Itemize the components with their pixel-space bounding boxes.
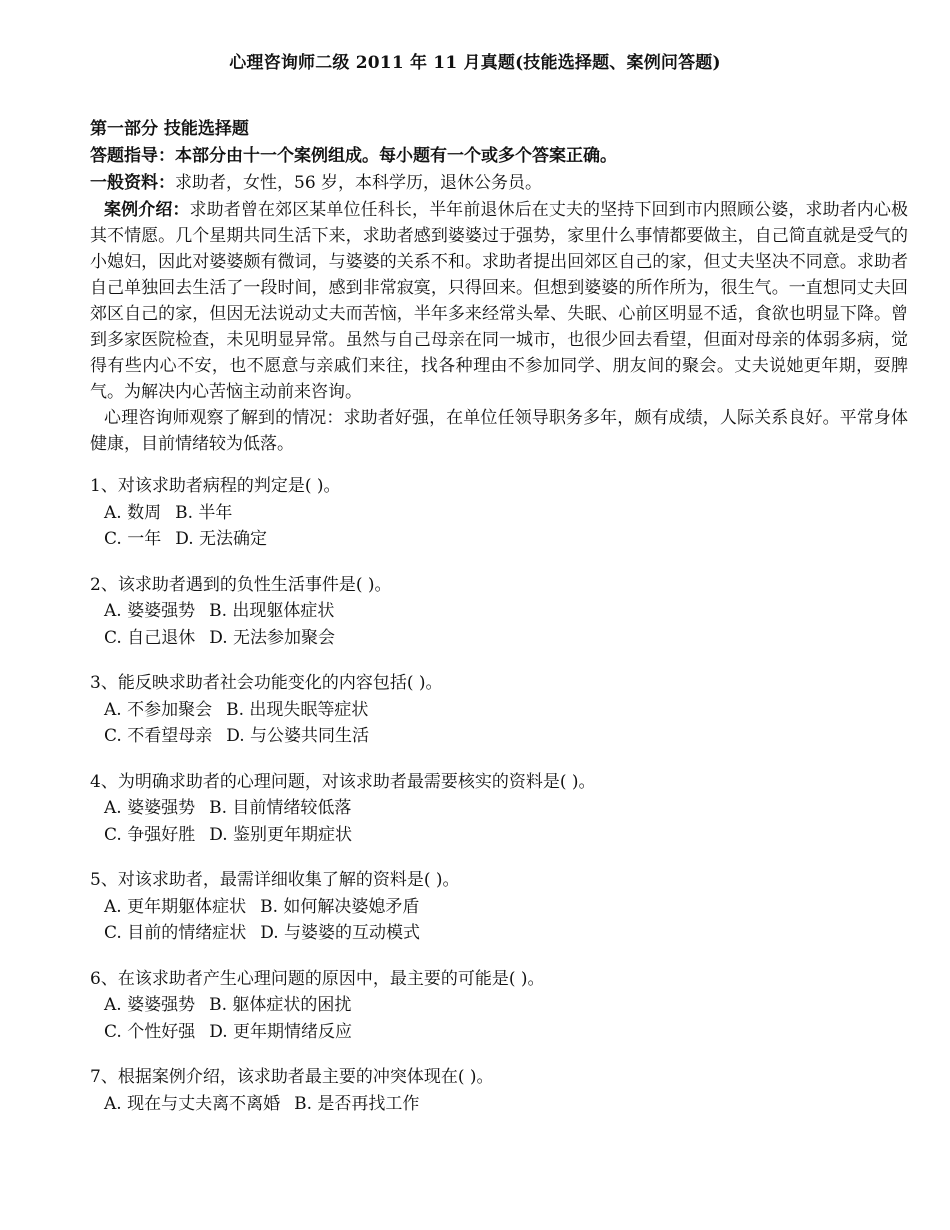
option-row [90, 500, 908, 527]
answer-option: C. 个性好强 [104, 1021, 196, 1042]
answer-option: B. 目前情绪较低落 [209, 798, 352, 818]
question-item [90, 473, 908, 553]
section-heading: 第一部分 技能选择题 [90, 119, 249, 139]
option-row [90, 795, 908, 822]
option-row [90, 894, 908, 921]
answer-option: D. 与婆婆的互动模式 [260, 923, 421, 943]
option-row [90, 598, 908, 625]
instruction-label: 答题指导： [90, 146, 175, 166]
case-introduction [90, 197, 908, 405]
question-item [90, 867, 908, 947]
question-item [90, 670, 908, 750]
question-item [90, 1064, 908, 1117]
document-title: 心理咨询师二级 2011 年 11 月真题(技能选择题、案例问答题) [229, 53, 721, 73]
option-row [90, 1091, 908, 1118]
answer-option: A. 不参加聚会 [104, 699, 213, 720]
question-stem: 6、在该求助者产生心理问题的原因中，最主要的可能是( )。 [90, 968, 545, 989]
answer-option: A. 数周 [104, 502, 162, 523]
case-label: 案例介绍： [104, 200, 190, 220]
option-row [90, 526, 908, 553]
question-stem: 7、根据案例介绍，该求助者最主要的冲突体现在( )。 [90, 1067, 494, 1087]
option-row [90, 992, 908, 1019]
option-row [90, 697, 908, 724]
answer-option: D. 无法确定 [175, 529, 268, 549]
answer-option: C. 一年 [104, 529, 162, 549]
general-info-text: 求助者，女性，56 岁，本科学历，退休公务员。 [175, 173, 543, 193]
general-info-label: 一般资料： [90, 173, 175, 193]
answer-option: B. 如何解决婆媳矛盾 [260, 896, 420, 917]
question-stem: 1、对该求助者病程的判定是( )。 [90, 476, 341, 496]
counselor-observation: 心理咨询师观察了解到的情况：求助者好强，在单位任领导职务多年，颇有成绩，人际关系良好。平常身体健康，目前情绪较为低落。 [90, 408, 908, 454]
answer-option: B. 半年 [175, 502, 233, 523]
answer-option: A. 更年期躯体症状 [104, 896, 247, 917]
answer-option: D. 与公婆共同生活 [226, 726, 370, 746]
answer-option: C. 不看望母亲 [104, 726, 213, 746]
instruction-text: 本部分由十一个案例组成。每小题有一个或多个答案正确。 [175, 146, 617, 166]
option-row [90, 1019, 908, 1046]
answer-option: C. 自己退休 [104, 627, 196, 648]
question-item [90, 966, 908, 1046]
option-row [90, 920, 908, 947]
answer-option: B. 出现失眠等症状 [226, 699, 369, 720]
answer-option: A. 婆婆强势 [104, 995, 196, 1015]
answer-option: A. 现在与丈夫离不离婚 [104, 1093, 281, 1114]
question-stem: 5、对该求助者，最需详细收集了解的资料是( )。 [90, 870, 460, 890]
answer-option: D. 无法参加聚会 [209, 627, 336, 648]
answer-option: D. 更年期情绪反应 [209, 1021, 353, 1042]
answer-option: A. 婆婆强势 [104, 601, 196, 621]
option-row [90, 723, 908, 750]
answer-option: C. 争强好胜 [104, 824, 196, 845]
question-stem: 2、该求助者遇到的负性生活事件是( )。 [90, 574, 392, 595]
answer-option: C. 目前的情绪症状 [104, 923, 247, 943]
answer-option: D. 鉴别更年期症状 [209, 824, 353, 845]
answer-option: B. 出现躯体症状 [209, 601, 335, 621]
question-item [90, 769, 908, 849]
question-list [90, 473, 908, 1117]
answer-option: A. 婆婆强势 [104, 798, 196, 818]
option-row [90, 822, 908, 849]
question-item [90, 572, 908, 652]
answer-option: B. 是否再找工作 [294, 1093, 420, 1114]
option-row [90, 625, 908, 652]
answer-option: B. 躯体症状的困扰 [209, 995, 352, 1015]
general-info-line [90, 170, 908, 197]
case-text: 求助者曾在郊区某单位任科长，半年前退休后在丈夫的坚持下回到市内照顾公婆，求助者内心极其不情愿。几个星期共同生活下来，求助者感到婆婆过于强势，家里什么事情都要做主，自己简直就是受气的小媳妇，因此对婆婆颇有微词，与婆婆的关系不和。求助者提出回郊区自己的家，但丈夫坚决不同意。求助者自己单独回去生活了一段时间，感到非常寂寞，只得回来。但想到婆婆的所作所为，很生气。一直想同丈夫回郊区自己的家，但因无法说动丈夫而苦恼，半年多来经常头晕、失眠、心前区明显不适，食欲也明显下降。曾到多家医院检查，未见明显异常。虽然与自己母亲在同一城市，也很少回去看望，但面对母亲的体弱多病，觉得有些内心不安，也不愿意与亲戚们来往，找各种理由不参加同学、朋友间的聚会。丈夫说她更年期，耍脾气。为解决内心苦恼主动前来咨询。 [90, 200, 909, 402]
question-stem: 3、能反映求助者社会功能变化的内容包括( )。 [90, 673, 443, 693]
document-body [90, 116, 908, 1117]
instruction-line [90, 143, 908, 170]
question-stem: 4、为明确求助者的心理问题，对该求助者最需要核实的资料是( )。 [90, 771, 596, 792]
